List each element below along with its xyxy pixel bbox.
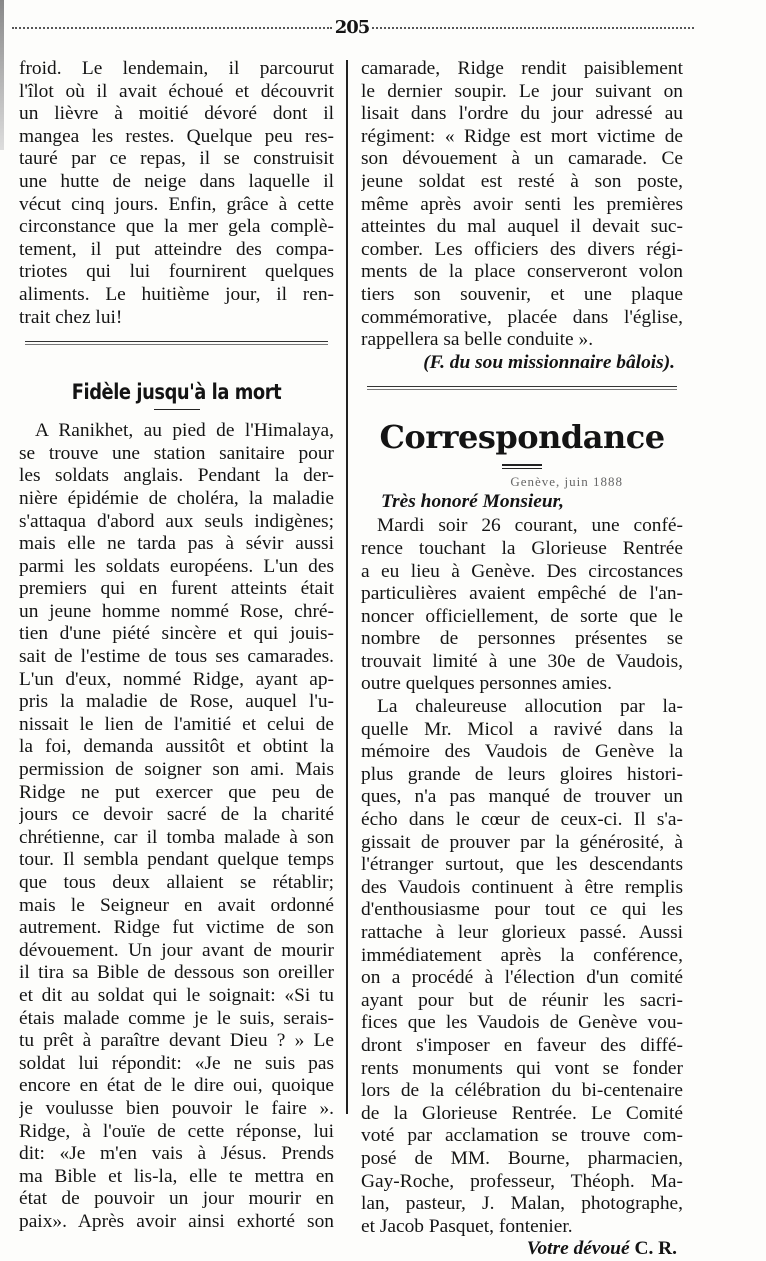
text-line: rence touchant la Glorieuse Rentrée — [361, 537, 683, 559]
text-line: l'îlot où il avait échoué et découvrit — [19, 80, 334, 102]
text-line: une hutte de neige dans laquelle il — [19, 170, 334, 192]
text-line: Mardi soir 26 courant, une confé- — [377, 515, 683, 537]
text-line: plus grande de leurs gloires histori- — [361, 763, 683, 785]
left-column — [19, 58, 334, 1234]
text-line: nière épidémie de choléra, la maladie — [19, 487, 334, 509]
text-line: les soldats anglais. Pendant la der- — [19, 465, 334, 487]
text-line: que tous deux allaient se rétablir; — [19, 872, 334, 893]
text-line: encore en état de le dire oui, quoique — [19, 1075, 334, 1097]
text-line: froid. Le lendemain, il parcourut — [19, 58, 334, 79]
text-line: paix». Après avoir ainsi exhorté son — [19, 1210, 334, 1232]
text-line: le dernier soupir. Le jour suivant on — [361, 80, 683, 102]
text-line: quelle Mr. Micol a ravivé dans la — [361, 718, 683, 740]
text-line: et Jacob Pasquet, fontenier. — [361, 1215, 573, 1237]
text-line: mangea les restes. Quelque peu res- — [19, 125, 334, 147]
title-rule — [502, 464, 542, 469]
text-line: mémoire des Vaudois de Genève la — [361, 741, 683, 763]
dateline: Genève, juin 1888 — [510, 474, 623, 490]
text-line: des Vaudois continuent à être remplis — [361, 876, 683, 898]
text-line: voté par acclamation se trouve com- — [361, 1125, 683, 1147]
text-line: et dit au soldat qui le soignait: «Si tu — [19, 984, 334, 1006]
text-line: on a procédé à l'élection d'un comité — [361, 967, 683, 989]
text-line: rappellera sa belle conduite ». — [361, 329, 594, 351]
text-line: Ridge ne put exercer que peu de — [19, 781, 334, 803]
text-line: dit: «Je m'en vais à Jésus. Prends — [19, 1143, 334, 1165]
letter-paragraph — [361, 696, 683, 1238]
text-line: atteintes du mal auquel il devait suc- — [361, 216, 683, 238]
text-line: même après avoir senti les premières — [361, 193, 683, 215]
right-column — [361, 58, 683, 1261]
text-line: triotes qui lui fournirent quelques — [19, 261, 334, 283]
text-line: parmi les soldats européens. L'un des — [19, 555, 334, 577]
article-source: (F. du sou missionnaire bâlois). — [423, 351, 675, 373]
article-continuation — [361, 58, 683, 352]
column-divider — [346, 60, 348, 1114]
text-line: jours ce devoir sacré de la charité — [19, 804, 334, 826]
text-line: L'un d'eux, nommé Ridge, ayant ap- — [19, 668, 334, 690]
text-line: camarade, Ridge rendit paisiblement — [361, 58, 683, 79]
text-line: tour. Il sembla pendant quelque temps — [19, 849, 334, 871]
text-line: gissait de prouver par la générosité, à — [361, 831, 683, 853]
salutation: Très honoré Monsieur, — [381, 491, 564, 513]
text-line: trouvait limité à une 30e de Vaudois, — [361, 650, 683, 672]
text-line: circonstance que la mer gela complè- — [19, 216, 334, 238]
text-line: étais malade comme je le suis, serais- — [19, 1007, 334, 1029]
header-rule-right — [372, 27, 694, 29]
text-line: posé de MM. Bourne, pharmacien, — [361, 1147, 683, 1169]
text-line: autrement. Ridge fut victime de son — [19, 917, 334, 939]
section-separator-thin — [367, 389, 677, 390]
text-line: lan, pasteur, J. Malan, photographe, — [361, 1193, 683, 1215]
signoff-initials: C. R. — [634, 1238, 677, 1260]
article-body — [19, 420, 334, 1233]
text-line: permission de soigner son ami. Mais — [19, 759, 334, 781]
section-separator-thin — [25, 344, 328, 345]
header-rule-left — [12, 27, 332, 29]
text-line: mais elle ne tarda pas à sévir aussi — [19, 533, 334, 555]
text-line: premiers qui en furent atteints était — [19, 578, 334, 600]
text-line: lisait dans l'ordre du jour adressé au — [361, 103, 683, 125]
text-line: nissait le lien de l'amitié et celui de — [19, 713, 334, 735]
text-line: rattache à leur glorieux passé. Aussi — [361, 922, 683, 943]
letter-body — [361, 515, 683, 1238]
text-line: tu prêt à paraître devant Dieu ? » Le — [19, 1030, 334, 1052]
text-line: son dévouement à un camarade. Ce — [361, 148, 683, 170]
text-line: particulières avaient empêché de l'an- — [361, 583, 683, 605]
text-line: aliments. Le huitième jour, il ren- — [19, 283, 334, 305]
text-line: lors de la célébration du bi-centenaire — [361, 1080, 683, 1102]
text-line: jeune soldat est resté à son poste, — [361, 170, 683, 192]
text-line: s'attaqua d'abord aux seuls indigènes; — [19, 510, 334, 532]
text-line: ma Bible et lis-la, elle te mettra en — [19, 1165, 334, 1187]
text-line: ments de la place conserveront volon — [361, 261, 683, 283]
letter-paragraph — [361, 515, 683, 696]
signoff-label: Votre dévoué — [526, 1238, 630, 1260]
text-line: sait de l'estime de tous ses camarades. — [19, 646, 334, 668]
text-line: régiment: « Ridge est mort victime de — [361, 125, 683, 147]
article-title: Fidèle jusqu'à la mort — [71, 380, 282, 405]
text-line: d'enthousiasme pour tout ce qui les — [361, 899, 683, 921]
text-line: chrétienne, car il tomba malade à son — [19, 826, 334, 848]
text-line: Gay-Roche, professeur, Théoph. Ma- — [361, 1170, 683, 1192]
text-line: tauré par ce repas, il se construisit — [19, 148, 334, 170]
text-line: se trouve une station sanitaire pour — [19, 442, 334, 464]
section-separator — [25, 341, 328, 342]
page-number: 205 — [334, 17, 370, 38]
text-line: comber. Les officiers des divers régi- — [361, 238, 683, 260]
text-line: outre quelques personnes amies. — [361, 673, 612, 695]
text-line: dront s'imposer en faveur des diffé- — [361, 1034, 683, 1056]
title-rule — [154, 409, 200, 410]
text-line: soldat lui répondit: «Je ne suis pas — [19, 1052, 334, 1074]
text-line: nombre de personnes présentes se — [361, 628, 683, 650]
text-line: pris la maladie de Rose, auquel l'u- — [19, 691, 334, 713]
text-line: la foi, demanda aussitôt et obtint la — [19, 736, 334, 758]
text-line: l'étranger surtout, que les descendants — [361, 854, 683, 876]
continued-article-end — [19, 58, 334, 329]
text-line: dévouement. Un jour avant de mourir — [19, 939, 334, 961]
text-line: tiers son souvenir, et une plaque — [361, 283, 683, 305]
section-separator — [367, 386, 677, 387]
text-line: tien d'une piété sincère et qui jouis- — [19, 623, 334, 645]
text-line: ques, n'a pas manqué de trouver un — [361, 786, 683, 808]
correspondence-title: Correspondance — [379, 418, 665, 457]
text-line: rents monuments qui vont se fonder — [361, 1057, 683, 1079]
text-line: commémorative, placée dans l'église, — [361, 306, 683, 328]
page-edge-shadow — [0, 0, 4, 150]
text-line: vécut cinq jours. Enfin, grâce à cette — [19, 193, 334, 215]
text-line: fices que les Vaudois de Genève vou- — [361, 1012, 683, 1034]
text-line: tement, il put atteindre des compa- — [19, 238, 334, 260]
signoff — [361, 1238, 677, 1261]
text-line: Ridge, à l'ouïe de cette réponse, lui — [19, 1120, 334, 1142]
text-line: noncer officiellement, de sorte que le — [361, 605, 683, 627]
text-line: immédiatement après la conférence, — [361, 944, 683, 966]
text-line: de la Glorieuse Rentrée. Le Comité — [361, 1102, 683, 1124]
text-line: A Ranikhet, au pied de l'Himalaya, — [35, 420, 334, 442]
text-line: écho dans le cœur de ceux-ci. Il s'a- — [361, 809, 683, 831]
text-line: ayant pour but de réunir les sacri- — [361, 989, 683, 1011]
text-line: un lièvre à moitié dévoré dont il — [19, 103, 334, 125]
text-line: La chaleureuse allocution par la- — [377, 696, 683, 718]
text-line: je voulusse bien pouvoir le faire ». — [19, 1097, 334, 1119]
text-line: a eu lieu à Genève. Des circostances — [361, 560, 683, 582]
text-line: trait chez lui! — [19, 306, 123, 328]
text-line: état de pouvoir un jour mourir en — [19, 1188, 334, 1210]
text-line: il tira sa Bible de dessous son oreiller — [19, 962, 334, 984]
text-line: un jeune homme nommé Rose, chré- — [19, 600, 334, 622]
text-line: mais le Seigneur en avait ordonné — [19, 894, 334, 916]
